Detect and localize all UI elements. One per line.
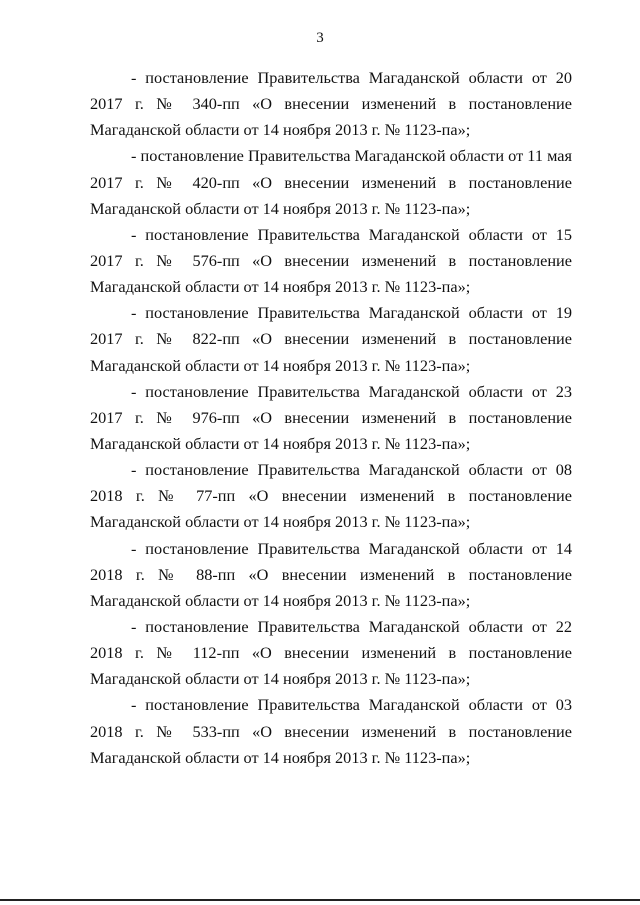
- list-item: [90, 65, 572, 143]
- list-item-line: - постановление Правительства Магаданской области от 22: [131, 616, 572, 636]
- list-item-line: Магаданской области от 14 ноября 2013 г. № 1123-па»;: [90, 198, 471, 218]
- list-item: [90, 457, 572, 535]
- list-item: [90, 379, 572, 457]
- list-item: [90, 222, 572, 300]
- document-body: [90, 65, 572, 771]
- list-item-line: 2017 г. № 420-пп «О внесении изменений в постановление: [90, 172, 572, 192]
- list-item-line: Магаданской области от 14 ноября 2013 г. № 1123-па»;: [90, 433, 471, 453]
- list-item-line: - постановление Правительства Магаданской области от 23: [131, 381, 572, 401]
- list-item-line: 2017 г. № 822-пп «О внесении изменений в постановление: [90, 329, 572, 349]
- list-item-line: 2017 г. № 976-пп «О внесении изменений в постановление: [90, 407, 572, 427]
- list-item: [90, 300, 572, 378]
- list-item-line: 2017 г. № 340-пп «О внесении изменений в постановление: [90, 94, 572, 114]
- list-item-line: 2018 г. № 112-пп «О внесении изменений в постановление: [90, 643, 572, 663]
- list-item: [90, 143, 572, 221]
- list-item-line: 2018 г. № 88-пп «О внесении изменений в постановление: [90, 564, 572, 584]
- list-item-line: 2018 г. № 533-пп «О внесении изменений в постановление: [90, 721, 572, 741]
- list-item: [90, 614, 572, 692]
- scan-edge-line: [0, 899, 640, 901]
- list-item: [90, 692, 572, 770]
- list-item-line: - постановление Правительства Магаданской области от 08: [131, 460, 572, 480]
- list-item-line: 2017 г. № 576-пп «О внесении изменений в постановление: [90, 250, 572, 270]
- page-number: 3: [316, 30, 324, 46]
- list-item-line: Магаданской области от 14 ноября 2013 г. № 1123-па»;: [90, 277, 471, 297]
- list-item-line: - постановление Правительства Магаданской области от 11 мая: [131, 146, 572, 166]
- list-item-line: Магаданской области от 14 ноября 2013 г. № 1123-па»;: [90, 747, 471, 767]
- list-item: [90, 536, 572, 614]
- list-item-line: - постановление Правительства Магаданской области от 19: [131, 303, 572, 323]
- list-item-line: Магаданской области от 14 ноября 2013 г. № 1123-па»;: [90, 355, 471, 375]
- list-item-line: - постановление Правительства Магаданской области от 20: [131, 68, 572, 87]
- list-item-line: - постановление Правительства Магаданской области от 15: [131, 224, 572, 244]
- list-item-line: Магаданской области от 14 ноября 2013 г. № 1123-па»;: [90, 120, 471, 140]
- list-item-line: Магаданской области от 14 ноября 2013 г. № 1123-па»;: [90, 512, 471, 532]
- list-item-line: - постановление Правительства Магаданской области от 03: [131, 695, 572, 715]
- list-item-line: - постановление Правительства Магаданской области от 14: [131, 538, 572, 558]
- list-item-line: Магаданской области от 14 ноября 2013 г. № 1123-па»;: [90, 669, 471, 689]
- list-item-line: 2018 г. № 77-пп «О внесении изменений в постановление: [90, 486, 572, 506]
- list-item-line: Магаданской области от 14 ноября 2013 г. № 1123-па»;: [90, 590, 471, 610]
